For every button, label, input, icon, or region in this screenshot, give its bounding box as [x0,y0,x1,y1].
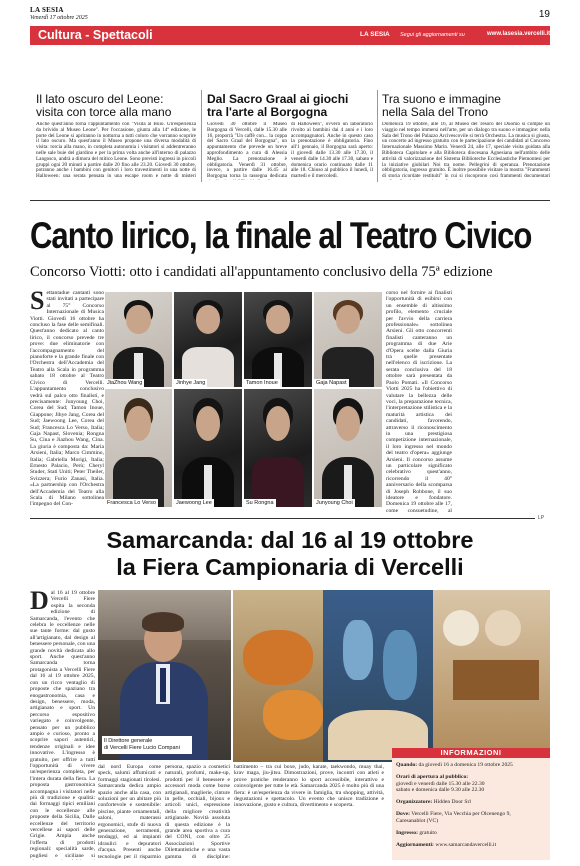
section-logo: LA SESIA [360,31,390,38]
dropcap: S [30,290,45,315]
page-number: 19 [538,9,550,20]
main-headline: Canto lirico, la finale al Teatro Civico [30,215,532,256]
info-organizer [396,799,548,805]
info-organizer-value: Hidden Door Srl [433,799,471,805]
info-when [396,762,548,768]
column-divider [377,90,378,182]
story1-title-line2: visita con torce alla mano [36,105,172,119]
samarcanda-headline-line1: Samarcanda: dal 16 al 19 ottobre [106,527,474,553]
section-follow-text: Segui gli aggiornamenti su [400,31,465,38]
story1-body: Anche quest'anno torna l'appuntamento con "Visita al Buio. Un'esperienza da brivido al Museo Leone". Per l'occasione, giunta alla 14ª edizione, le porte del Leone si apriranno in notturna a tutti coloro che vorranno scoprire il lato oscuro. Ma quest'anno il Museo propone una diversa modalità di visita: torcia alla mano, in completa autonomia i visitatori si addentreranno nelle sale buie del giardino e per la prima volta anche all'interno di palazzo Langosco, andrà a dimora del mitico Leone. Sono previsti ingressi in piccoli gruppi ogni 20 minuti a partire dalle 20 fino alle 23.20. Giovedì 30 ottobre, potranno anche i bambini con genitori i loro travestimenti in una notte di Halloween: una serata pensata in una escape room e notte di misteri [36,122,196,178]
story1-title [36,93,196,119]
portrait-photo [174,292,242,387]
story2-title [207,93,377,119]
info-box [392,748,550,860]
info-entry-value: gratuito [419,830,437,836]
portrait-photo [314,292,382,387]
photo-caption: JiaZhou Wang [107,380,143,386]
column-divider [201,90,202,182]
masthead: LA SESIA [30,6,64,14]
portrait-photo [174,389,242,507]
samarcanda-headline-line2: la Fiera Campionaria di Vercelli [116,554,464,580]
info-organizer-label: Organizzatore: [396,799,433,805]
portrait-photo [244,389,312,507]
section-title: Cultura - Spettacoli [38,28,153,42]
director-photo [98,590,231,760]
photo-caption: Jinhye Jang [176,380,206,386]
info-hours-value1: giovedì e venerdì dalle 15.30 alle 22.30 [396,780,485,787]
info-where-value2: Caresanablot (VC) [396,817,439,824]
info-where-label: Dove: [396,811,410,817]
story1-title-line1: Il lato oscuro del Leone: [36,92,164,106]
samarcanda-col3: persona, spazio a cosmetici naturali, profumi, make-up, prodotti per il benessere e accessori moda come borse artigianali, maglierie, cinture in pelle, occhiali, bijoux e articoli unici, espressione della migliore creatività artigianale. Novità assoluta di questa edizione è la grande area sportiva a cura del CONI, con oltre 25 Associazioni Sportive Dilettantistiche e una vasta gamma di discipline: [165,764,230,860]
portrait-photo [105,292,172,387]
samarcanda-headline [50,527,530,581]
info-hours [396,774,548,780]
story2-body-col1: Giovedì 30 ottobre il Museo Borgogna di Vercelli, dalle 15.30 alle 16, proporrà "Un caffè con... la coppa del Sacro Graal del Borgogna", un appuntamento che prevede un breve approfondimento a cura di Alessia Meglio. La prenotazione è obbligatoria. Venerdì 31 ottobre, invece, a partire dalle 16.45 al Borgogna torna la rassegna dedicata [207,122,287,180]
photo-caption-line2: di Vercelli Fiere Lucio Compani [104,744,180,751]
main-article-col4: corso nel fornire ai finalisti l'opportunità di esibirsi con un ensemble di altissimo profilo, elemento cruciale per l'avvio della carriera professionale» sottolinea Arsieni. Gli otto concorrenti finalisti canteranno un programma di due Arie d'Opera scelte dalla Giuria tra quelle presentate nell'elenco di iscrizione. La serata conclusiva del 18 ottobre sarà presentata da Paolo Pomati. «Il Concorso Viotti 2025 ha l'obiettivo di valutare la bellezza delle voci, la preparazione tecnica, l'interpretazione stilistica e la maturità artistica dei candidati, favorendo, attraverso il riconoscimento in una prestigiosa competizione internazionale, il loro ingresso nel mondo del teatro d'opera» aggiunge Arsieni. Il concorso assume un particolare significato celebrativo quest'anno, ricorrendo il 40° anniversario della scomparsa di Joseph Robbone, il suo ideatore e fondatore. Domenica 19 ottobre alle 17, come consuetudine, al [386,290,452,513]
info-when-label: Quando: [396,762,418,768]
photo-caption: Su Rongna [246,500,274,506]
issue-date: Venerdì 17 ottobre 2025 [30,15,88,21]
section-rule [30,200,550,201]
info-updates-link[interactable]: www.samarcandavercelli.it [435,842,497,848]
article-divider [30,518,535,519]
story3-title-line2: nella Sala del Trono [382,105,489,119]
section-url-link[interactable]: www.lasesia.vercelli.it [487,31,551,37]
ad-marker: LP [538,515,545,521]
main-article-col1 [30,290,104,513]
photo-caption-line1: Il Direttore generale [104,738,153,744]
photo-caption: Jaewoong Lee [176,500,212,506]
info-updates-label: Aggiornamenti: [396,842,434,848]
main-article-col1-text: ettantadue cantanti sono stati invitati a partecipare al 75° Concorso Internazionale di Musica Viotti. Giovedì 16 ottobre ha concluso la fase delle semifinali. Quest'anno dedicato al canto lirico, il concorso prevede tre prove: due eliminatorie con l'accompagnamento del pianoforte e la grande finale con l'Orchestra dell'Accademia del Teatro alla Scala in programma sabato 18 ottobre al Teatro Civico di Vercelli. L'appuntamento conclusivo vedrà sul palco otto finalisti, e precisamente: Junyoung Choi, Corea del Sud; Tamon Inoue, Giappone; Jihye Jang, Corea del Sud; Jaewoong Lee, Corea del Sud; Francesca Lo Verso, Italia; Gaja Napast, Slovenia; Rongna Su, Cina e Jiazhou Wang, Cina. La giuria è composta da: Maria Arsieni, Italia; Marco Cimmino, Italia; Gabriella Morigi, Italia; Ernesto Palacio, Perù; Cheryl Studer, Stati Uniti; Peter Theiler, Svizzera; Furio Zanasi, Italia. «La partnership con l'Orchestra dell'Accademia del Teatro alla Scala di Milano sottolinea l'impegno del Con- [30,290,104,508]
photo-caption: Junyoung Choi [316,500,353,506]
samarcanda-col4: battimento – tra cui boxe, judo, karate, taekwondo, muay thai, krav maga, jiu-jitsu. Dimostrazioni, prove, incontri con atleti e prove pratiche renderanno lo sport accessibile, interattivo e coinvolgente per tutte le età. Samarcanda 2025 è molto più di una fiera: è un'esperienza da vivere in famiglia, tra shopping, attività, degustazioni e spettacolo. Un evento che unisce tradizione e innovazione, gusto e cultura, divertimento e scoperta. [234,764,384,809]
info-box-title: INFORMAZIONI [392,748,550,758]
info-entry-label: Ingresso: [396,830,418,836]
section-bar [30,26,550,45]
story2-body-col2: di Halloween", ovvero un laboratorio rivolto ai bambini dai 4 anni e i loro accompagnatori. Anche in questo caso la prenotazione è obbligatoria. Fino all'1 gennaio, il Borgogna sarà aperto: il giovedì dalle 13.30 alle 17.30, il venerdì dalle 14.30 alle 17.30, sabato e domenica orario continuato dalle 11 alle 18. Chiuso al pubblico il lunedì, il martedì e il mercoledì. [291,122,373,180]
story3-title [382,93,550,119]
info-hours-label: Orari di apertura al pubblico: [396,774,469,780]
info-hours-value2: sabato e domenica dalle 9.30 alle 22.30 [396,787,485,793]
story2-title-line2: tra l'arte al Borgogna [207,105,328,119]
story3-body: Domenica 19 ottobre, alle 16, al Museo del Tesoro del Duomo si compie un viaggio nel tempo immersi nell'arte, per un dialogo tra suono e immagine: nella Sala del Trono del Palazzo Arcivescovile si terrà Orchestra. La musica si giusta, un concerto ad ingresso gratuito con le partecipazione dei candidati al Concorso Internazionale Massimo Marin. Venerdì 24, alle 17, speciale visita guidata alla Biblioteca Capitolare e alla Biblioteca diocesana Agnesiana nell'ambito delle attività di valorizzazione del Sistema Biblioteche Ecclesiastiche Piemontesi per la iniziative giubilari Noi tra nome. Pellegrini di speranza. Prenotazione obbligatoria, ingresso gratuito. È inoltre possibile visitare la mostra "Frammenti di storia ricordate restituiti" in cui si riscoprono così frammenti documentari [382,122,550,180]
main-subtitle: Concorso Viotti: otto i candidati all'appuntamento conclusivo della 75ª edizione [30,264,493,280]
samarcanda-col2: dal nord Europa come speck, salumi affumicati e formaggi stagionati tirolesi. Samarcanda dedica ampio spazio anche alla casa, con soluzioni per un abitare più confortevole e sostenibile: piscine, piante ornamentali, saloni, materassi ergonomici, stufe di nuova generazione, serramenti, tendaggi, ed ai impianti idraulici e depuratori d'acqua. Presenti anche tecnologie per il risparmio [98,764,161,860]
story3-title-line1: Tra suono e immagine [382,92,501,106]
info-where [396,811,548,817]
portrait-photo [244,292,312,387]
photo-caption: Gaja Napast [316,380,347,386]
photo-caption: Tamon Inoue [246,380,278,386]
portrait-photo [314,389,382,507]
samarcanda-col1 [30,590,95,860]
portrait-photo [105,389,172,507]
info-updates [396,842,548,848]
photo-caption [102,736,192,754]
info-where-value1: Vercelli Fiere, Via Vecchia per Olcenengo 9, [411,811,511,817]
dropcap: D [30,590,49,615]
photo-caption: Francesca Lo Verso [107,500,156,506]
samarcanda-col1-text: al 16 al 19 ottobre Vercelli Fiere ospita la seconda edizione di Samarcanda, l'evento che celebra le eccellenze nelle sue tante forme: dal gusto all'artigianato, dal design al benessere personale, con una grande novità dedicata allo sport. Anche quest'anno Samarcanda torna protagonista a Vercelli Fiere dal 16 al 19 ottobre 2025, con un ricco ventaglio di proposte che spaziano tra enogastronomia, casa e design, benessere, moda, artigianato e sport. Un percorso espositivo variegato e coinvolgente, pensato per un pubblico ampio e curioso, pronto a scoprire sapori autentici, tendenze originali e idee innovative. L'ingresso è gratuito, per offrire a tutti l'opportunità di vivere un'esperienza completa, per l'intera durata della fiera. La proposta gastronomica accompagna i visitatori nelle più di tradizione e qualità: dai formaggi tipici emiliani con le eccellenze alle proposte della Sicilia, Dalle eccellenze del territorio vercellese ai sapori delle Grigie. Ampia anche l'offerta di prodotti regionali: specialità sarde, pugliesi e siciliane si [30,590,95,859]
fair-products-photo [233,590,550,762]
info-entry [396,830,548,836]
story2-title-line1: Dal Sacro Graal ai giochi [207,92,349,106]
info-when-value: da giovedì 16 a domenica 19 ottobre 2025 [418,762,513,768]
